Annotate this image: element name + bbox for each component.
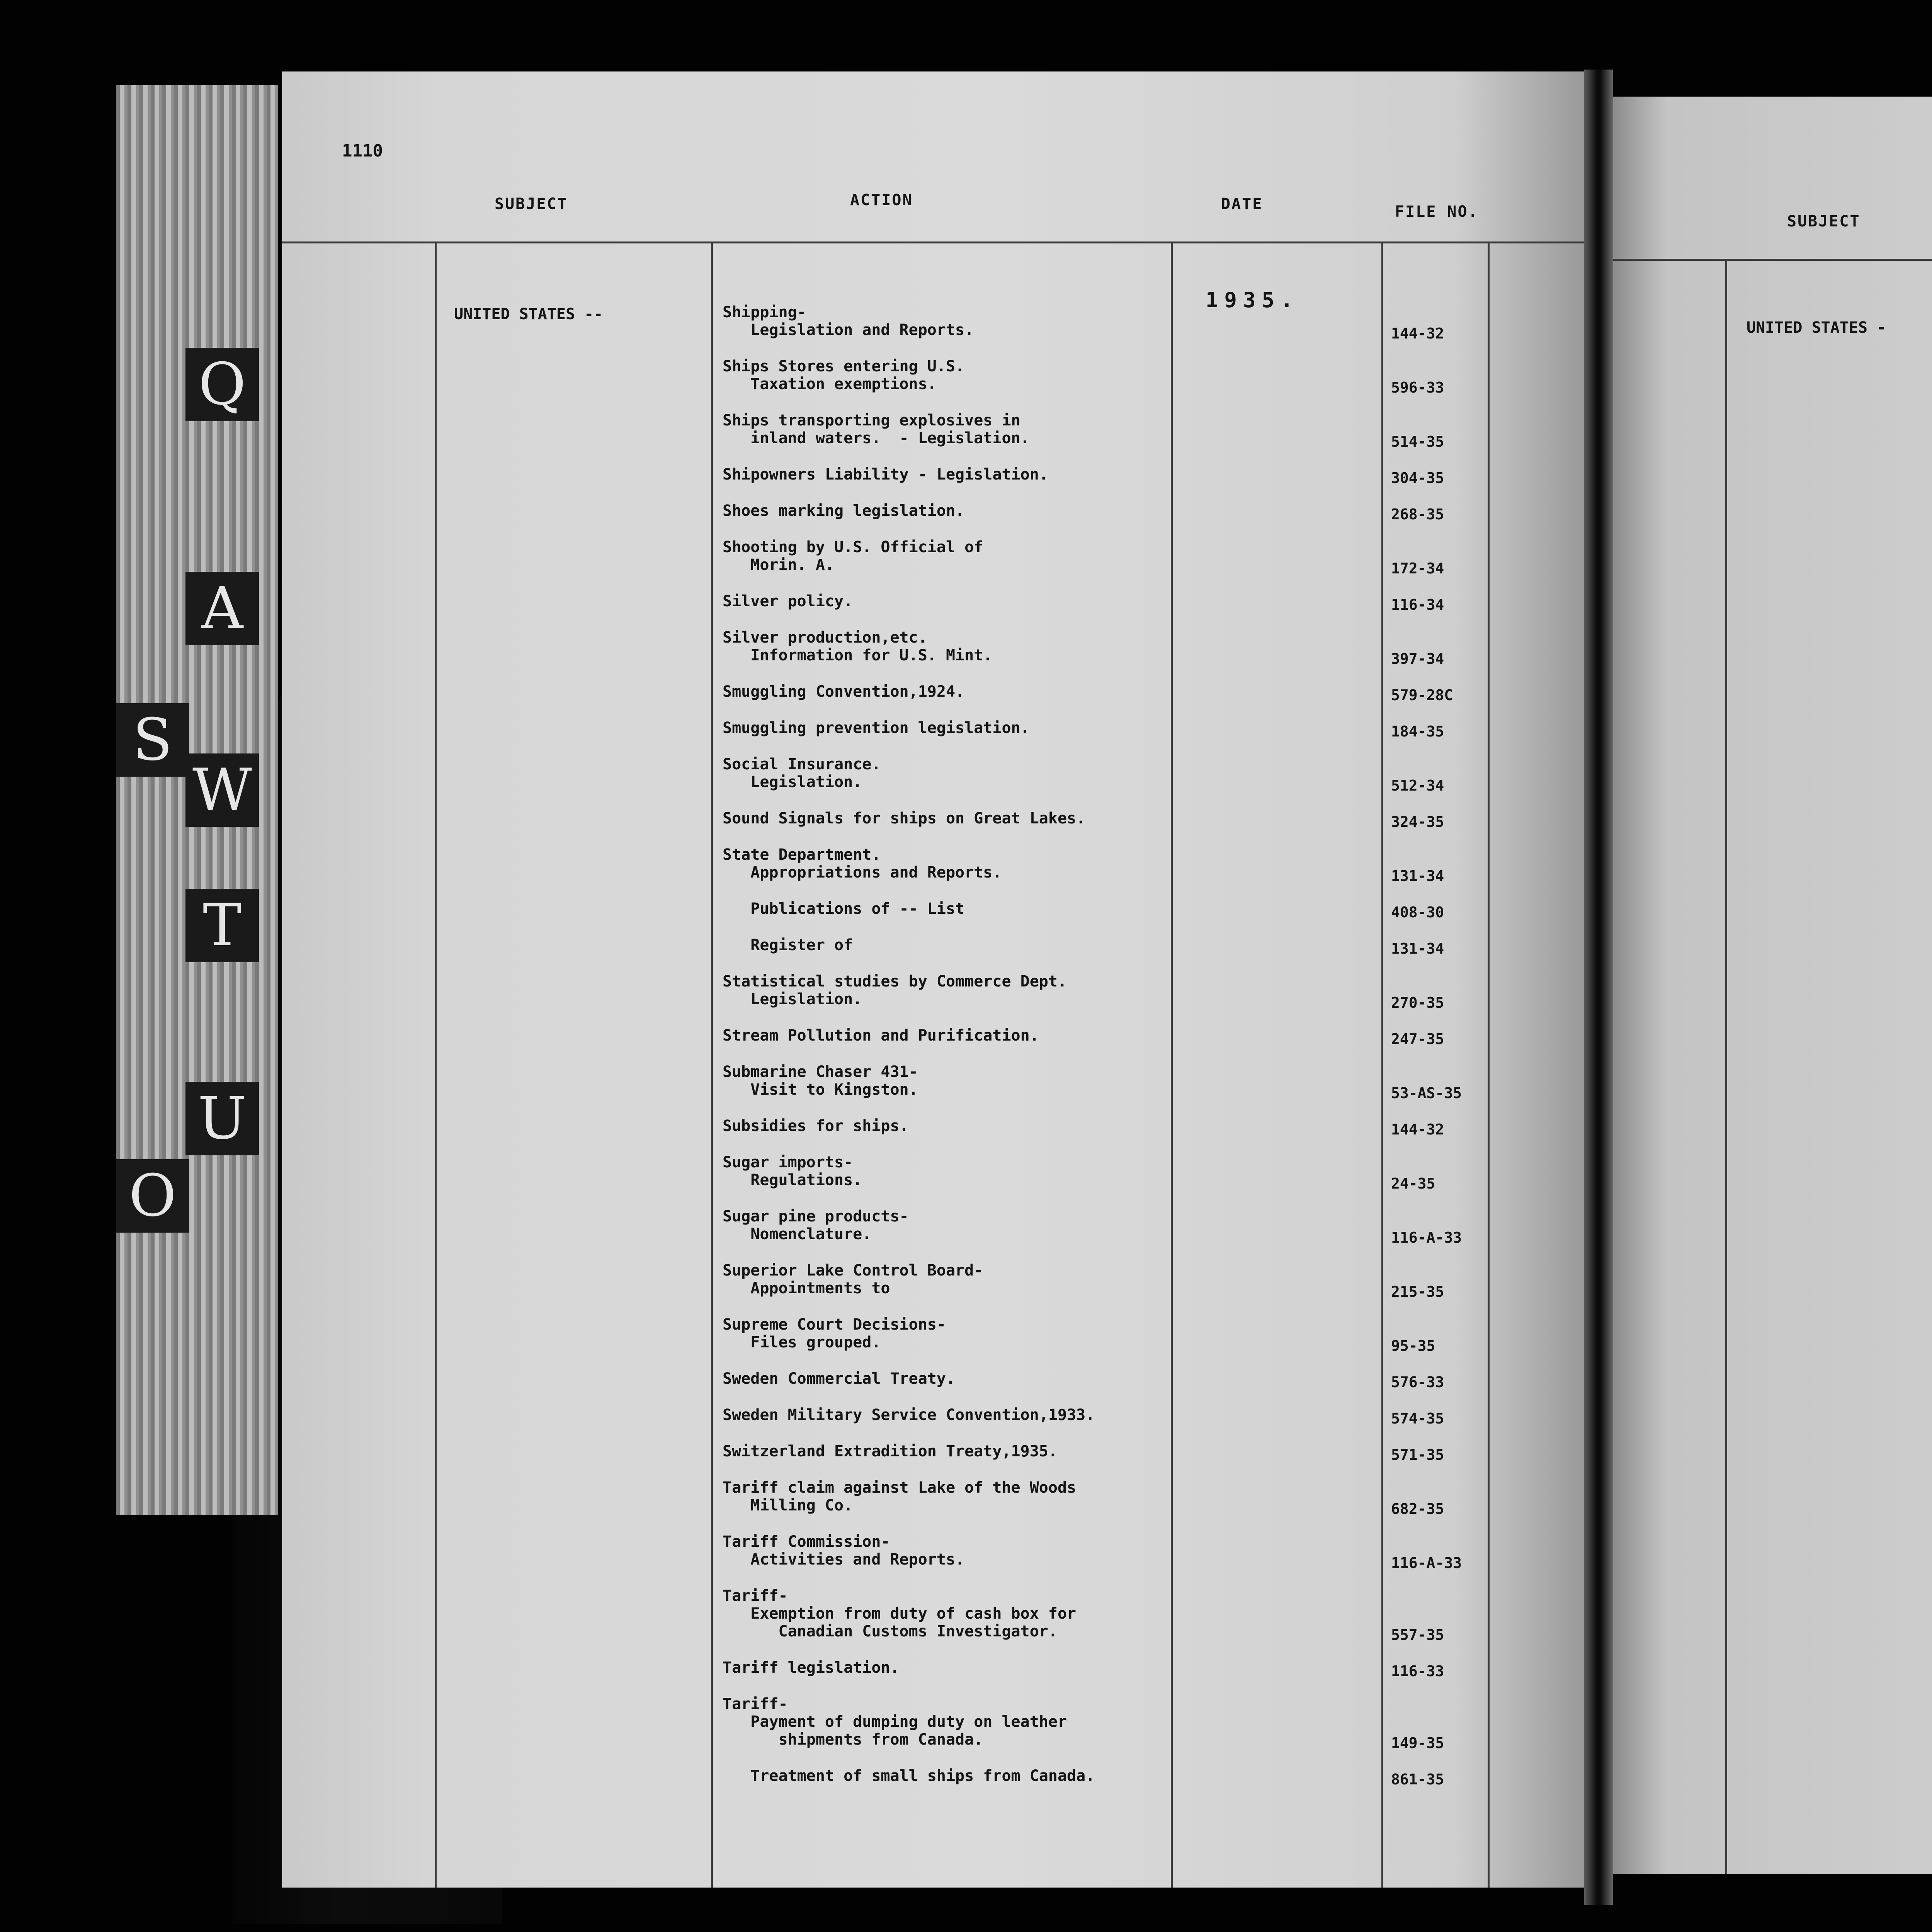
entry-action: Social Insurance. Legislation. (723, 755, 881, 791)
subject-heading: UNITED STATES - (1747, 319, 1886, 337)
subject-heading: UNITED STATES -- (454, 305, 603, 323)
entry-file-number: 408-30 (1391, 904, 1444, 921)
entry-action: Treatment of small ships from Canada. (723, 1767, 1095, 1785)
header-subject: SUBJECT (1787, 213, 1861, 230)
entry-file-number: 576-33 (1391, 1374, 1444, 1391)
edge-tab: O (116, 1159, 189, 1233)
entry-file-number: 861-35 (1391, 1771, 1444, 1788)
edge-tab: A (185, 572, 259, 645)
entry-action: Tariff Commission- Activities and Reports. (723, 1533, 965, 1568)
header-action: ACTION (850, 191, 913, 209)
entry-action: Sound Signals for ships on Great Lakes. (723, 810, 1086, 827)
edge-tab: T (185, 889, 259, 962)
entry-file-number: 268-35 (1391, 506, 1444, 523)
left-page (282, 71, 1584, 1888)
column-rule (435, 242, 437, 1888)
entry-file-number: 304-35 (1391, 469, 1444, 486)
entry-file-number: 149-35 (1391, 1735, 1444, 1752)
column-rule (1381, 242, 1383, 1888)
entry-action: Shipowners Liability - Legislation. (723, 466, 1048, 483)
entry-file-number: 512-34 (1391, 777, 1444, 794)
entry-file-number: 184-35 (1391, 723, 1444, 740)
entry-file-number: 131-34 (1391, 867, 1444, 884)
entry-action: Silver policy. (723, 592, 853, 610)
entry-action: Sweden Commercial Treaty. (723, 1370, 956, 1388)
entry-action: State Department. Appropriations and Reports. (723, 846, 1002, 881)
header-file-no: FILE NO. (1395, 203, 1479, 221)
entry-action: Subsidies for ships. (723, 1117, 909, 1135)
entry-action: Sweden Military Service Convention,1933. (723, 1406, 1095, 1424)
entry-file-number: 596-33 (1391, 379, 1444, 396)
entry-action: Register of (723, 936, 853, 954)
entry-file-number: 116-33 (1391, 1663, 1444, 1680)
entry-file-number: 24-35 (1391, 1175, 1435, 1192)
entry-file-number: 579-28C (1391, 687, 1453, 704)
entry-action: Switzerland Extradition Treaty,1935. (723, 1442, 1058, 1460)
edge-tab: Q (185, 348, 259, 421)
year: 1935. (1206, 288, 1299, 312)
column-rule (711, 242, 713, 1888)
entry-file-number: 144-32 (1391, 1121, 1444, 1138)
edge-tab: S (116, 703, 189, 777)
entry-file-number: 53-AS-35 (1391, 1085, 1462, 1102)
entry-action: Sugar pine products- Nomenclature. (723, 1208, 909, 1243)
entry-file-number: 397-34 (1391, 650, 1444, 667)
entry-action: Statistical studies by Commerce Dept. Legislation. (723, 973, 1067, 1008)
entry-action: Smuggling Convention,1924. (723, 683, 965, 701)
entry-file-number: 116-34 (1391, 596, 1444, 613)
header-date: DATE (1221, 195, 1263, 213)
entry-file-number: 116-A-33 (1391, 1554, 1462, 1571)
entry-file-number: 144-32 (1391, 325, 1444, 342)
entry-action: Ships Stores entering U.S. Taxation exemptions. (723, 357, 965, 393)
entry-action: Submarine Chaser 431- Visit to Kingston. (723, 1063, 918, 1099)
header-rule (282, 242, 1584, 243)
page-number: 1110 (342, 141, 383, 161)
entry-file-number: 557-35 (1391, 1626, 1444, 1643)
entry-action: Tariff legislation. (723, 1659, 900, 1677)
entry-file-number: 131-34 (1391, 940, 1444, 957)
edge-tab: W (185, 753, 259, 827)
entry-action: Shipping- Legislation and Reports. (723, 303, 974, 339)
entry-file-number: 172-34 (1391, 560, 1444, 577)
header-rule (1613, 259, 1932, 261)
entry-file-number: 571-35 (1391, 1446, 1444, 1463)
entry-file-number: 514-35 (1391, 433, 1444, 450)
column-rule (1725, 259, 1727, 1874)
entry-file-number: 324-35 (1391, 813, 1444, 830)
entry-file-number: 247-35 (1391, 1031, 1444, 1048)
column-rule (1488, 242, 1490, 1888)
entry-file-number: 574-35 (1391, 1410, 1444, 1427)
entry-action: Smuggling prevention legislation. (723, 719, 1030, 737)
entry-action: Shooting by U.S. Official of Morin. A. (723, 538, 983, 574)
entry-action: Supreme Court Decisions- Files grouped. (723, 1316, 946, 1351)
entry-action: Tariff claim against Lake of the Woods Milling Co. (723, 1479, 1077, 1514)
entry-file-number: 95-35 (1391, 1337, 1435, 1354)
entry-action: Publications of -- List (723, 900, 965, 918)
entry-action: Ships transporting explosives in inland waters. - Legislation. (723, 412, 1030, 447)
entry-file-number: 116-A-33 (1391, 1229, 1462, 1246)
edge-tab: U (185, 1082, 259, 1155)
book-gutter (1584, 70, 1613, 1905)
column-rule (1171, 242, 1173, 1888)
header-subject: SUBJECT (495, 195, 568, 213)
entry-action: Tariff- Exemption from duty of cash box for Canadian Customs Investigator. (723, 1587, 1077, 1640)
entry-action: Superior Lake Control Board- Appointments to (723, 1262, 983, 1297)
entry-file-number: 270-35 (1391, 994, 1444, 1011)
entry-file-number: 215-35 (1391, 1283, 1444, 1300)
entry-action: Stream Pollution and Purification. (723, 1027, 1039, 1044)
entry-file-number: 682-35 (1391, 1500, 1444, 1517)
right-page (1613, 97, 1932, 1874)
entry-action: Silver production,etc. Information for U.S. Mint. (723, 629, 993, 664)
entry-action: Shoes marking legislation. (723, 502, 965, 520)
entry-action: Tariff- Payment of dumping duty on leather shipments from Canada. (723, 1695, 1067, 1748)
entry-action: Sugar imports- Regulations. (723, 1153, 862, 1189)
